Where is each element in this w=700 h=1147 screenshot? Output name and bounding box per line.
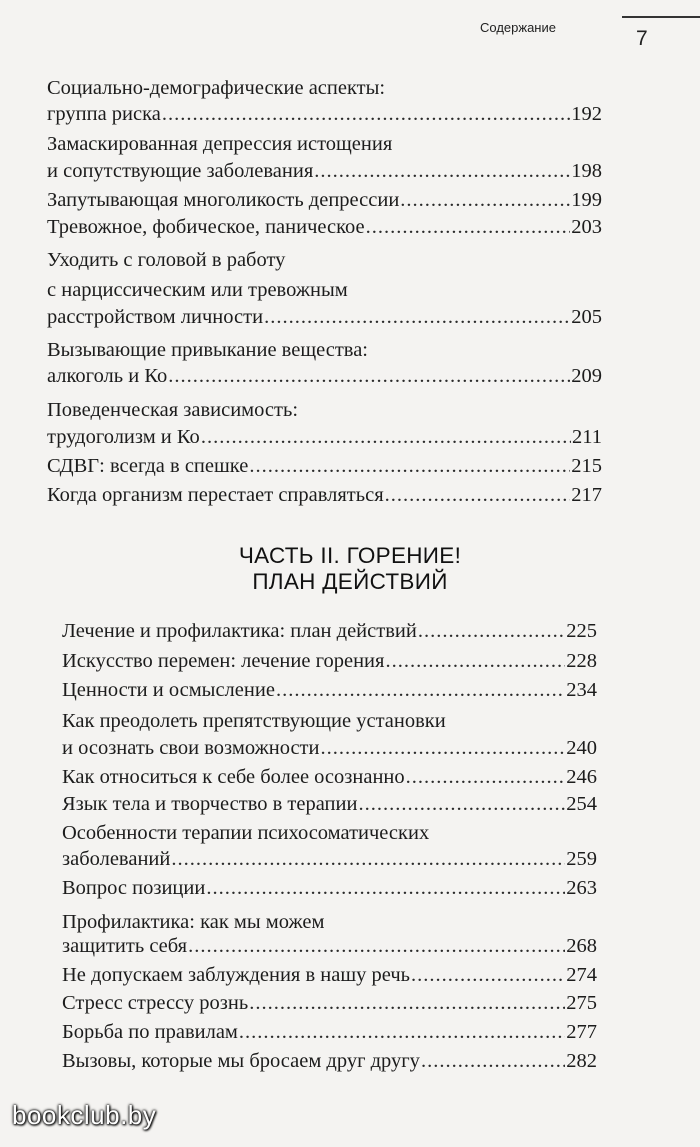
page-ref: 225	[566, 620, 597, 642]
toc-entry-link[interactable]: Ценности и осмысление ..... 234	[62, 677, 597, 703]
page-ref: 259	[566, 848, 597, 870]
toc-entry-link[interactable]: Тревожное, фобическое, паническое ..... 203	[47, 214, 602, 240]
toc-entry-link[interactable]: и сопутствующие заболевания ..... 198	[47, 158, 602, 184]
page-ref: 192	[571, 103, 602, 125]
page-ref: 268	[566, 935, 597, 957]
page-ref: 274	[566, 964, 597, 986]
toc-entry-text: Как преодолеть препятствующие установки	[62, 710, 446, 732]
page-ref: 205	[571, 306, 602, 328]
toc-entry-link[interactable]: СДВГ: всегда в спешке ..... 215	[47, 453, 602, 479]
page-ref: 275	[566, 992, 597, 1014]
page-ref: 215	[571, 455, 602, 477]
toc-entry-link[interactable]: Искусство перемен: лечение горения ..... 228	[62, 648, 597, 674]
toc-entry-link[interactable]: защитить себя ..... 268	[62, 933, 597, 959]
page-number: 7	[636, 27, 648, 50]
page-ref: 234	[566, 679, 597, 701]
page-ref: 282	[566, 1050, 597, 1072]
toc-entry-link[interactable]: Борьба по правилам ..... 277	[62, 1019, 597, 1045]
page-ref: 240	[566, 737, 597, 759]
toc-entry-text: с нарциссическим или тревожным	[47, 279, 348, 301]
running-head: Содержание	[480, 20, 556, 35]
toc-entry-link[interactable]: алкоголь и Ко ..... 209	[47, 363, 602, 389]
toc-entry-link[interactable]: Как относиться к себе более осознанно ..... 246	[62, 764, 597, 790]
toc-entry-link[interactable]: Не допускаем заблуждения в нашу речь ..... 274	[62, 962, 597, 988]
toc-entry-link[interactable]: и осознать свои возможности ..... 240	[62, 735, 597, 761]
toc-entry-link[interactable]: заболеваний ..... 259	[62, 846, 597, 872]
toc-entry-link[interactable]: Стресс стрессу рознь ..... 275	[62, 990, 597, 1016]
part-heading-line2: ПЛАН ДЕЙСТВИЙ	[252, 569, 448, 594]
toc-entry-link[interactable]: Язык тела и творчество в терапии ..... 254	[62, 791, 597, 817]
toc-entry-text: Замаскированная депрессия истощения	[47, 133, 393, 155]
page-ref: 209	[571, 365, 602, 387]
header-rule	[622, 16, 700, 18]
page-ref: 263	[566, 877, 597, 899]
page-ref: 246	[566, 766, 597, 788]
toc-entry-link[interactable]: расстройством личности ..... 205	[47, 304, 602, 330]
page-ref: 203	[571, 216, 602, 238]
page-ref: 211	[572, 426, 602, 448]
toc-entry-text: Социально-демографические аспекты:	[47, 77, 386, 99]
toc-entry-link[interactable]: группа риска ..... 192	[47, 101, 602, 127]
part-heading-line1: ЧАСТЬ II. ГОРЕНИЕ!	[238, 543, 462, 568]
watermark-text: bookclub.by	[12, 1100, 157, 1130]
page-ref: 228	[566, 650, 597, 672]
toc-entry-text: Уходить с головой в работу	[47, 249, 286, 271]
toc-entry-link[interactable]: Вызовы, которые мы бросаем друг другу ..... 282	[62, 1048, 597, 1074]
toc-entry-text: Вызывающие привыкание вещества:	[47, 339, 368, 361]
toc-entry-link[interactable]: трудоголизм и Ко ..... 211	[47, 424, 602, 450]
page-ref: 198	[571, 160, 602, 182]
toc-entry-text: Особенности терапии психосоматических	[62, 822, 430, 844]
toc-entry-text: Профилактика: как мы можем	[62, 911, 325, 933]
page-ref: 217	[571, 484, 602, 506]
toc-entry-link[interactable]: Вопрос позиции ..... 263	[62, 875, 597, 901]
toc-entry-text: Поведенческая зависимость:	[47, 399, 299, 421]
page-ref: 199	[571, 189, 602, 211]
toc-entry-link[interactable]: Когда организм перестает справляться ..... 217	[47, 482, 602, 508]
toc-entry-link[interactable]: Запутывающая многоликость депрессии ..... 199	[47, 187, 602, 213]
page-ref: 277	[566, 1021, 597, 1043]
page-ref: 254	[566, 793, 597, 815]
toc-entry-link[interactable]: Лечение и профилактика: план действий ..... 225	[62, 618, 597, 644]
